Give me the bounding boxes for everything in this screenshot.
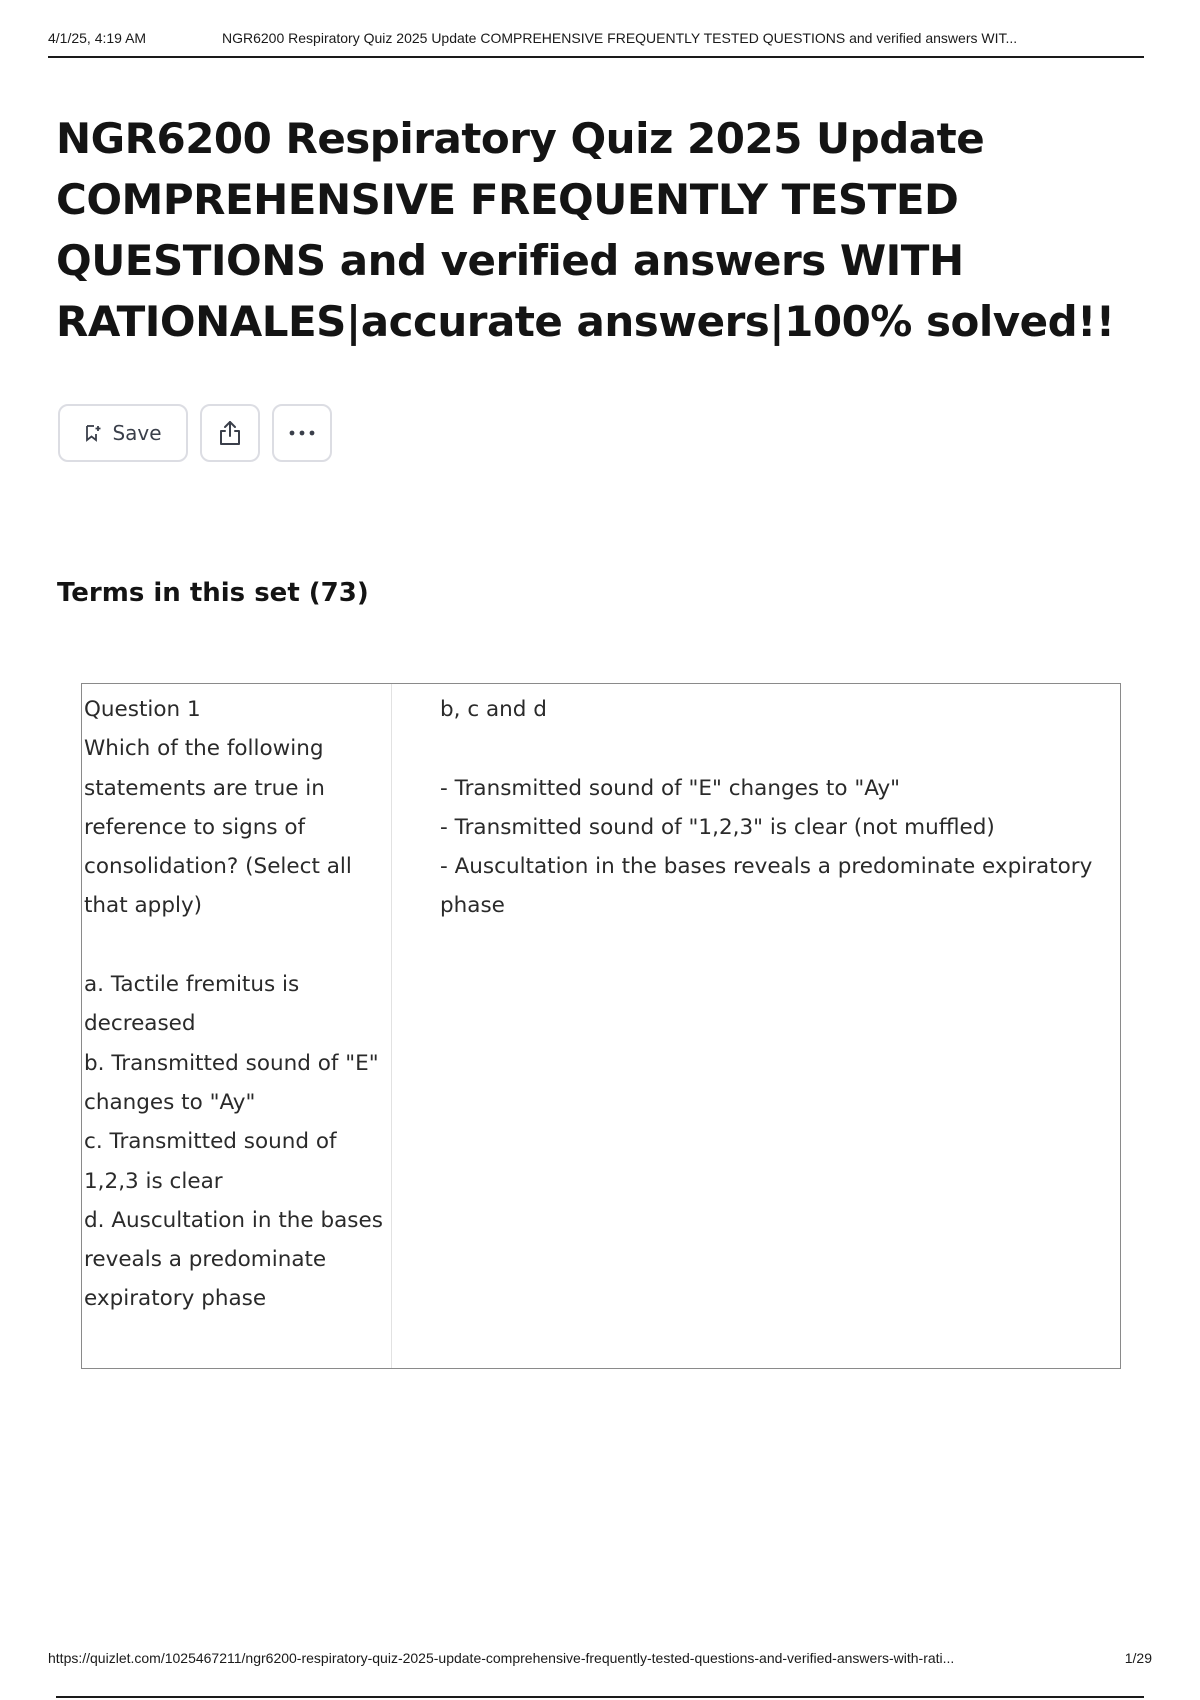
action-toolbar <box>58 404 332 464</box>
print-datetime: 4/1/25, 4:19 AM <box>48 30 147 46</box>
more-horizontal-icon <box>288 429 316 437</box>
print-url: https://quizlet.com/1025467211/ngr6200-respiratory-quiz-2025-update-comprehensive-frequently-tested-questions-and-verified-answers-with-rati... <box>48 1650 955 1666</box>
bookmark-add-icon <box>84 424 102 442</box>
share-icon <box>217 419 243 447</box>
definition-cell: b, c and d - Transmitted sound of "E" changes to "Ay" - Transmitted sound of "1,2,3" is clear (not muffled) - Auscultation in the bases reveals a predominate expiratory phase <box>440 697 1093 919</box>
more-options-button[interactable] <box>272 404 332 462</box>
print-header <box>48 30 1144 58</box>
save-button-label: Save <box>112 421 162 445</box>
footer-divider <box>56 1696 1144 1698</box>
page-title: NGR6200 Respiratory Quiz 2025 Update COMPREHENSIVE FREQUENTLY TESTED QUESTIONS and verified answers WITH RATIONALES|accurate answers|100% solved!! <box>56 114 1115 346</box>
print-doc-title: NGR6200 Respiratory Quiz 2025 Update COMPREHENSIVE FREQUENTLY TESTED QUESTIONS and verified answers WIT... <box>222 30 1018 46</box>
save-button[interactable] <box>58 404 188 462</box>
terms-table <box>81 683 1121 1369</box>
page-number: 1/29 <box>1124 1650 1152 1666</box>
term-cell: Question 1 Which of the following statements are true in reference to signs of consolidation? (Select all that apply) a. Tactile fremitus is decreased b. Transmitted sound of "E" changes to "Ay" c. Transmitted sound of 1,2,3 is clear d. Auscultation in the bases reveals a predominate expiratory phase <box>82 684 392 1368</box>
terms-count-heading: Terms in this set (73) <box>57 578 369 608</box>
share-button[interactable] <box>200 404 260 462</box>
